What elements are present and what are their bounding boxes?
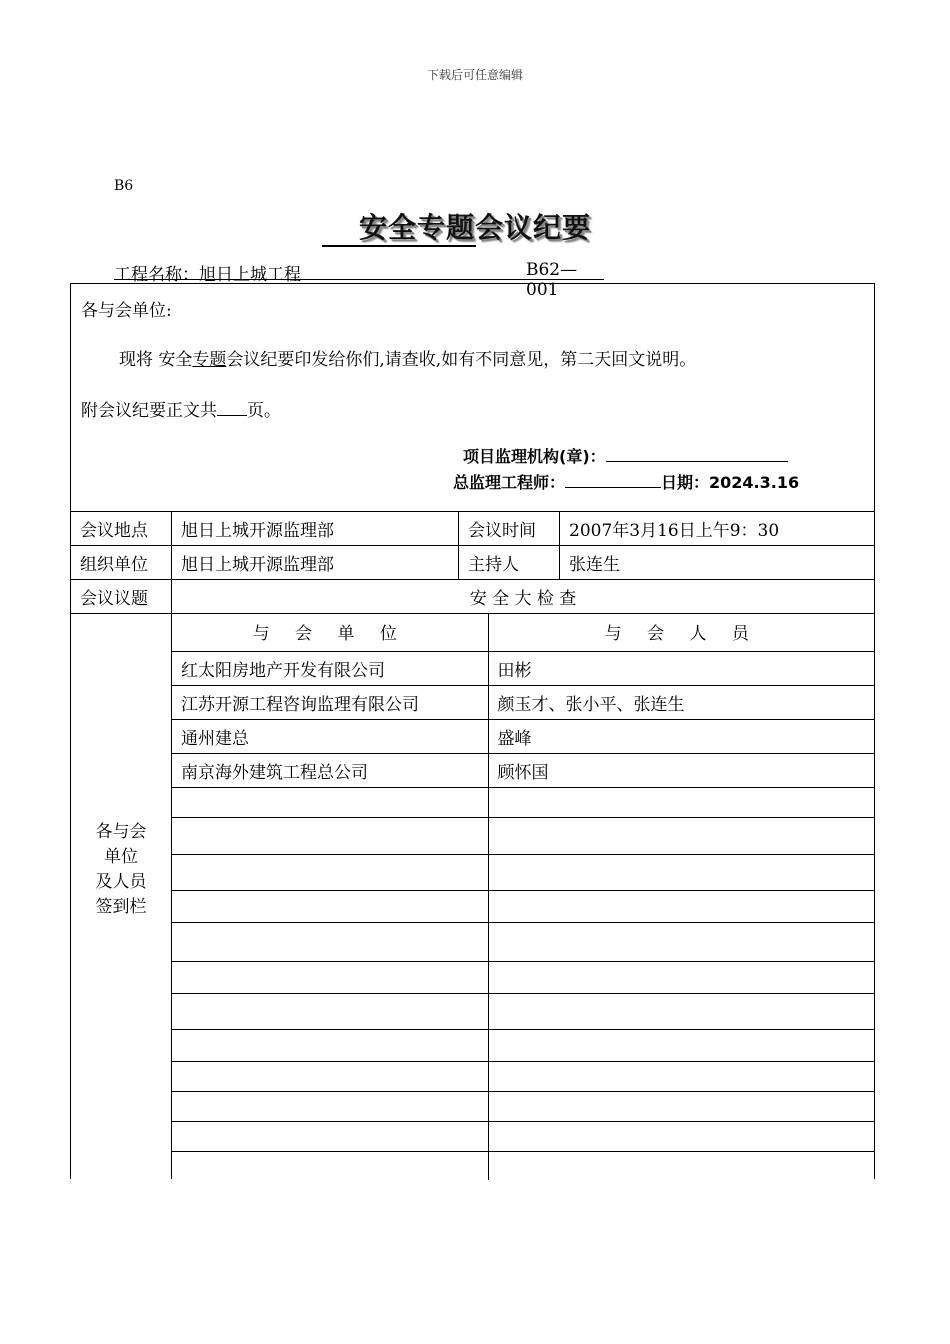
empty-unit-cell[interactable] <box>172 961 488 993</box>
table-row <box>71 580 875 614</box>
attendee-unit: 红太阳房地产开发有限公司 <box>172 651 488 685</box>
project-name: 工程名称：旭日上城工程 <box>114 265 301 285</box>
empty-row <box>172 854 875 890</box>
location-value: 旭日上城开源监理部 <box>172 512 459 546</box>
document-number: B62—001 <box>526 260 578 300</box>
notice-prefix: 现将 安全 <box>119 350 193 370</box>
attendee-people: 颜玉才、张小平、张连生 <box>488 685 875 719</box>
table-header-row <box>172 613 875 651</box>
empty-people-cell[interactable] <box>488 993 875 1029</box>
table-row <box>172 719 875 753</box>
organizer-label: 组织单位 <box>71 546 172 580</box>
signin-side-label <box>71 613 172 1179</box>
empty-people-cell[interactable] <box>488 854 875 890</box>
empty-people-cell[interactable] <box>488 1061 875 1091</box>
attendee-people: 田彬 <box>488 651 875 685</box>
attendee-unit: 南京海外建筑工程总公司 <box>172 753 488 787</box>
empty-row <box>172 993 875 1029</box>
empty-unit-cell[interactable] <box>172 854 488 890</box>
empty-unit-cell[interactable] <box>172 787 488 817</box>
title-container <box>0 206 950 246</box>
attendee-unit: 通州建总 <box>172 719 488 753</box>
empty-row <box>172 1091 875 1121</box>
form-code: B6 <box>114 178 134 194</box>
location-label: 会议地点 <box>71 512 172 546</box>
table-row <box>172 685 875 719</box>
empty-people-cell[interactable] <box>488 1121 875 1151</box>
empty-unit-cell[interactable] <box>172 890 488 922</box>
empty-unit-cell[interactable] <box>172 1151 488 1180</box>
empty-row <box>172 1121 875 1151</box>
signin-section <box>70 613 875 1179</box>
document-title: 安全专题会议纪要 <box>358 211 591 244</box>
empty-unit-cell[interactable] <box>172 1121 488 1151</box>
project-line <box>114 260 604 300</box>
topic-label: 会议议题 <box>71 580 172 614</box>
attendee-people: 盛峰 <box>488 719 875 753</box>
meeting-info-table <box>70 511 875 614</box>
supervision-org-line <box>463 444 788 467</box>
supervision-org-label: 项目监理机构(章)： <box>463 447 606 466</box>
side-label-line: 单位 <box>104 847 138 867</box>
col-unit-header: 与 会 单 位 <box>172 613 488 651</box>
table-row <box>172 753 875 787</box>
empty-people-cell[interactable] <box>488 1029 875 1061</box>
empty-people-cell[interactable] <box>488 787 875 817</box>
table-row <box>71 512 875 546</box>
empty-row <box>172 1151 875 1180</box>
host-label: 主持人 <box>459 546 560 580</box>
topic-value: 安 全 大 检 查 <box>172 580 875 614</box>
attach-suffix: 页。 <box>247 401 281 421</box>
side-label-line: 各与会 <box>95 822 147 842</box>
chief-engineer-label: 总监理工程师： <box>453 473 566 492</box>
empty-unit-cell[interactable] <box>172 922 488 961</box>
supervision-org-blank[interactable] <box>606 444 788 462</box>
organizer-value: 旭日上城开源监理部 <box>172 546 459 580</box>
table-row <box>71 546 875 580</box>
chief-engineer-line <box>453 470 799 493</box>
download-watermark: 下载后可任意编辑 <box>426 68 523 82</box>
empty-unit-cell[interactable] <box>172 817 488 854</box>
title-underline <box>322 245 476 247</box>
col-people-header: 与 会 人 员 <box>488 613 875 651</box>
chief-engineer-blank[interactable] <box>565 470 661 488</box>
notice-box <box>70 283 875 511</box>
time-label: 会议时间 <box>459 512 560 546</box>
empty-unit-cell[interactable] <box>172 993 488 1029</box>
table-row <box>172 651 875 685</box>
attach-prefix: 附会议纪要正文共 <box>81 401 217 421</box>
empty-row <box>172 961 875 993</box>
empty-people-cell[interactable] <box>488 1091 875 1121</box>
notice-text <box>119 345 696 370</box>
notice-suffix: 会议纪要印发给你们,请查收,如有不同意见，第二天回文说明。 <box>226 350 697 370</box>
attendee-unit: 江苏开源工程咨询监理有限公司 <box>172 685 488 719</box>
date-label: 日期：2024.3.16 <box>661 473 800 492</box>
notice-underlined: 专题 <box>192 350 227 370</box>
host-value: 张连生 <box>560 546 875 580</box>
empty-row <box>172 1061 875 1091</box>
empty-row <box>172 922 875 961</box>
empty-row <box>172 890 875 922</box>
empty-unit-cell[interactable] <box>172 1061 488 1091</box>
empty-people-cell[interactable] <box>488 961 875 993</box>
empty-people-cell[interactable] <box>488 922 875 961</box>
empty-row <box>172 787 875 817</box>
empty-people-cell[interactable] <box>488 817 875 854</box>
empty-unit-cell[interactable] <box>172 1029 488 1061</box>
attendance-table <box>172 613 875 1180</box>
empty-people-cell[interactable] <box>488 890 875 922</box>
attachment-line <box>81 396 281 421</box>
empty-row <box>172 817 875 854</box>
page-count-blank[interactable] <box>217 400 247 416</box>
side-label-line: 及人员 <box>95 872 147 892</box>
attendee-people: 顾怀国 <box>488 753 875 787</box>
empty-row <box>172 1029 875 1061</box>
time-value: 2007年3月16日上午9：30 <box>560 512 875 546</box>
attendee-units-label: 各与会单位: <box>81 301 172 321</box>
side-label-line: 签到栏 <box>95 897 147 917</box>
empty-unit-cell[interactable] <box>172 1091 488 1121</box>
empty-people-cell[interactable] <box>488 1151 875 1180</box>
